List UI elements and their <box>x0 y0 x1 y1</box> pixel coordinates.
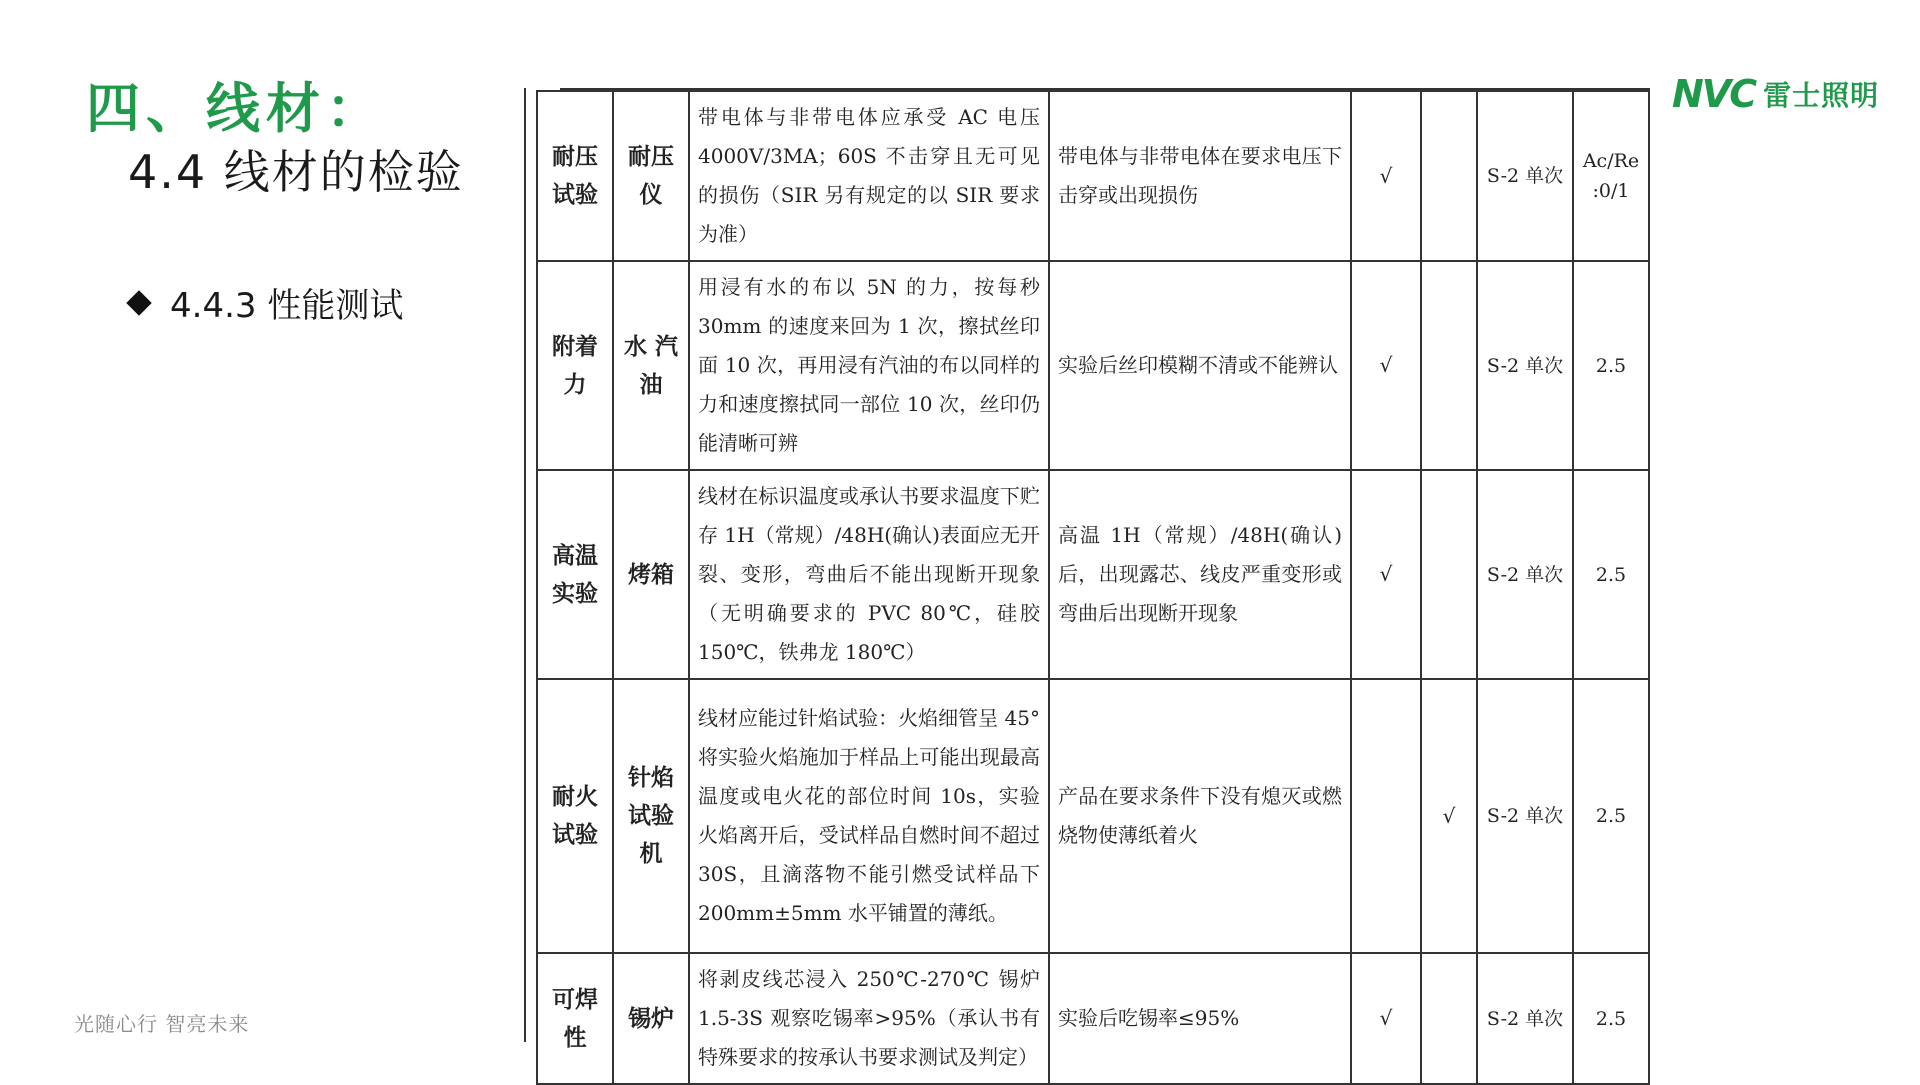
logo-brand: 雷士照明 <box>1763 79 1880 112</box>
logo-mark: NVC <box>1672 72 1756 116</box>
test-method: 线材在标识温度或承认书要求温度下贮存 1H（常规）/48H(确认)表面应无开裂、变形，弯曲后不能出现断开现象（无明确要求的 PVC 80℃，硅胶 150℃，铁弗龙 180℃） <box>689 470 1049 679</box>
check-mark-b <box>1421 91 1477 261</box>
test-item: 耐压试验 <box>537 91 613 261</box>
test-tool: 针焰试验机 <box>613 679 689 953</box>
sampling-level: S-2 单次 <box>1477 953 1573 1084</box>
test-criteria: 实验后丝印模糊不清或不能辨认 <box>1049 261 1351 470</box>
aql-value: 2.5 <box>1573 261 1649 470</box>
check-mark-b <box>1421 261 1477 470</box>
table-row <box>537 261 1649 470</box>
test-method: 线材应能过针焰试验：火焰细管呈 45° 将实验火焰施加于样品上可能出现最高温度或电火花的部位时间 10s，实验火焰离开后，受试样品自燃时间不超过30S，且滴落物不能引燃受试样品下200mm±5mm 水平铺置的薄纸。 <box>689 679 1049 953</box>
check-mark-b <box>1421 953 1477 1084</box>
test-tool: 锡炉 <box>613 953 689 1084</box>
table-row <box>537 470 1649 679</box>
sampling-level: S-2 单次 <box>1477 261 1573 470</box>
company-logo <box>1672 72 1879 116</box>
test-tool: 耐压仪 <box>613 91 689 261</box>
check-mark-a: √ <box>1351 91 1421 261</box>
check-mark-a: √ <box>1351 470 1421 679</box>
test-item: 附着力 <box>537 261 613 470</box>
test-method: 用浸有水的布以 5N 的力，按每秒 30mm 的速度来回为 1 次，擦拭丝印面 10 次，再用浸有汽油的布以同样的力和速度擦拭同一部位 10 次，丝印仍能清晰可辨 <box>689 261 1049 470</box>
check-mark-b: √ <box>1421 679 1477 953</box>
test-criteria: 带电体与非带电体在要求电压下击穿或出现损伤 <box>1049 91 1351 261</box>
sampling-level: S-2 单次 <box>1477 91 1573 261</box>
table-row <box>537 91 1649 261</box>
test-criteria: 产品在要求条件下没有熄灭或燃烧物使薄纸着火 <box>1049 679 1351 953</box>
test-item: 可焊性 <box>537 953 613 1084</box>
test-tool: 烤箱 <box>613 470 689 679</box>
check-mark-a <box>1351 679 1421 953</box>
test-criteria: 实验后吃锡率≤95% <box>1049 953 1351 1084</box>
aql-value: 2.5 <box>1573 953 1649 1084</box>
sampling-level: S-2 单次 <box>1477 679 1573 953</box>
bullet-item <box>130 278 403 327</box>
section-subtitle: 4.4 线材的检验 <box>128 145 464 199</box>
table-row <box>537 679 1649 953</box>
test-item: 耐火试验 <box>537 679 613 953</box>
footer-slogan: 光随心行 智亮未来 <box>74 1012 250 1036</box>
check-mark-b <box>1421 470 1477 679</box>
sampling-level: S-2 单次 <box>1477 470 1573 679</box>
aql-value: 2.5 <box>1573 470 1649 679</box>
test-tool: 水 汽油 <box>613 261 689 470</box>
aql-value: 2.5 <box>1573 679 1649 953</box>
bullet-label: 4.4.3 性能测试 <box>170 286 404 326</box>
aql-value: Ac/Re :0/1 <box>1573 91 1649 261</box>
test-item: 高温实验 <box>537 470 613 679</box>
test-criteria: 高温 1H（常规）/48H(确认)后，出现露芯、线皮严重变形或弯曲后出现断开现象 <box>1049 470 1351 679</box>
inspection-table <box>536 90 1650 1085</box>
check-mark-a: √ <box>1351 953 1421 1084</box>
page-title: 四、线材： <box>86 77 386 140</box>
diamond-bullet-icon <box>126 290 151 315</box>
table-row <box>537 953 1649 1084</box>
test-method: 带电体与非带电体应承受 AC 电压 4000V/3MA；60S 不击穿且无可见的损伤（SIR 另有规定的以 SIR 要求为准） <box>689 91 1049 261</box>
test-method: 将剥皮线芯浸入 250℃-270℃ 锡炉 1.5-3S 观察吃锡率>95%（承认书有特殊要求的按承认书要求测试及判定） <box>689 953 1049 1084</box>
check-mark-a: √ <box>1351 261 1421 470</box>
inspection-table-frame <box>524 88 1650 1069</box>
